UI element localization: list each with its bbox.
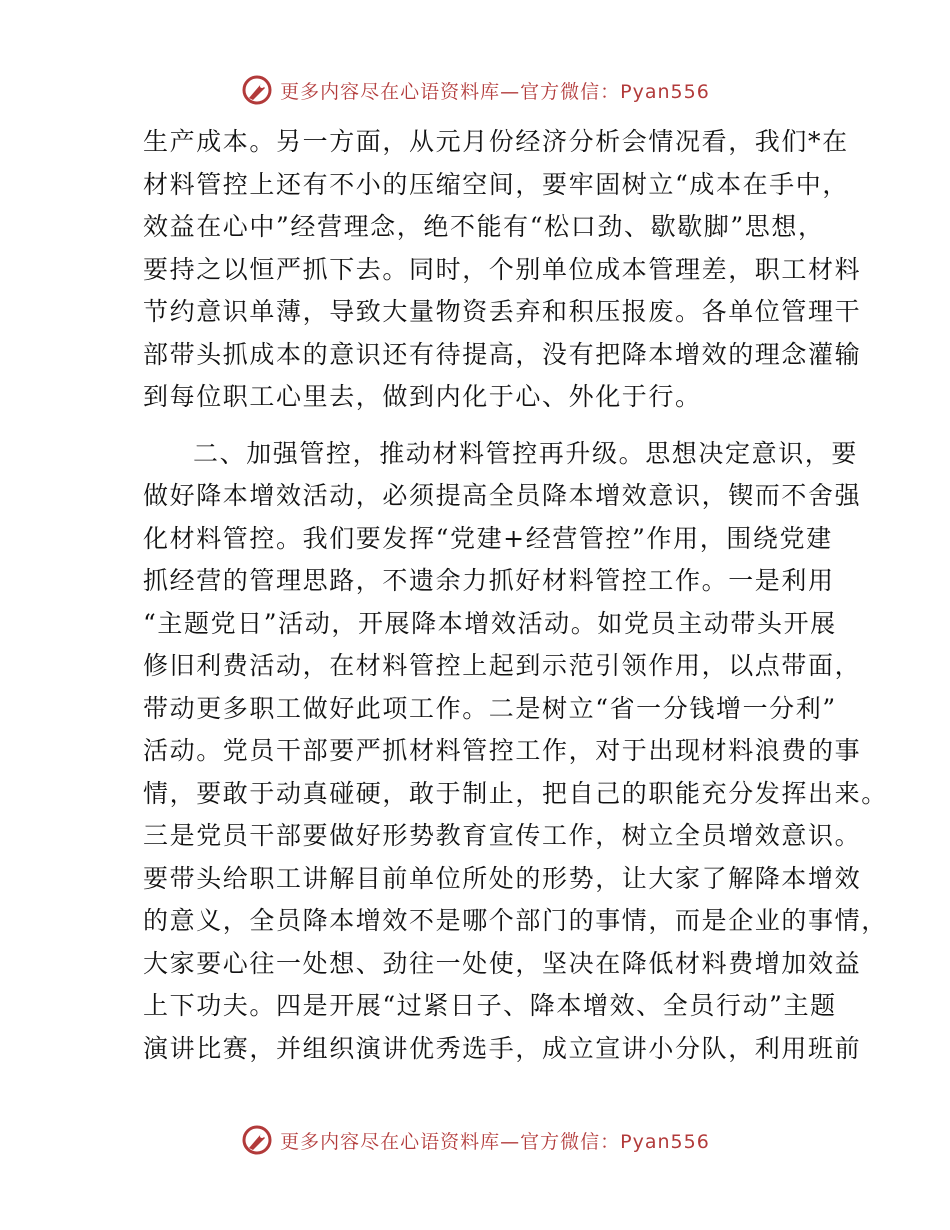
footer-banner [0, 1120, 950, 1160]
paragraph-2-line: 的意义，全员降本增效不是哪个部门的事情，而是企业的事情， [143, 906, 888, 935]
paragraph-2-line: 大家要心往一处想、劲往一处使，坚决在降低材料费增加效益 [143, 948, 862, 978]
header-banner [0, 70, 950, 110]
paragraph-2-line: 抓经营的管理思路，不遗余力抓好材料管控工作。一是利用 [143, 566, 835, 595]
paragraph-1-line: 部带头抓成本的意识还有待提高，没有把降本增效的理念灌输 [143, 339, 862, 369]
paragraph-2-line: 二、加强管控，推动材料管控再升级。思想决定意识，要 [193, 438, 859, 468]
paragraph-2-line: 带动更多职工做好此项工作。二是树立“省一分钱增一分利” [143, 693, 837, 723]
footer-banner-text: 更多内容尽在心语资料库—官方微信：Pyan556 [280, 1130, 710, 1153]
paragraph-gap [143, 419, 823, 433]
header-banner-text: 更多内容尽在心语资料库—官方微信：Pyan556 [280, 80, 710, 103]
paragraph-1-line: 要持之以恒严抓下去。同时，个别单位成本管理差，职工材料 [143, 254, 862, 284]
paragraph-2-line: 演讲比赛，并组织演讲优秀选手，成立宣讲小分队，利用班前 [143, 1033, 862, 1063]
paragraph-2-line: 活动。党员干部要严抓材料管控工作，对于出现材料浪费的事 [143, 736, 862, 765]
paragraph-2-line: 三是党员干部要做好形势教育宣传工作，树立全员增效意识。 [143, 821, 862, 850]
document-body [143, 121, 888, 1070]
paragraph-1-line: 材料管控上还有不小的压缩空间，要牢固树立“成本在手中， [143, 169, 849, 199]
paragraph-2-line: 情，要敢于动真碰硬，敢于制止，把自己的职能充分发挥出来。 [143, 778, 888, 808]
paragraph-1-line: 效益在心中”经营理念，绝不能有“松口劲、歇歇脚”思想， [143, 212, 825, 241]
paragraph-1-line: 到每位职工心里去，做到内化于心、外化于行。 [143, 382, 702, 411]
paragraph-1-line: 节约意识单薄，导致大量物资丢弃和积压报废。各单位管理干 [143, 297, 862, 326]
pen-nib-logo-icon [240, 73, 274, 107]
paragraph-2-line: “主题党日”活动，开展降本增效活动。如党员主动带头开展 [143, 608, 837, 638]
paragraph-2-line: 修旧利费活动，在材料管控上起到示范引领作用，以点带面， [143, 651, 862, 680]
paragraph-2-line: 化材料管控。我们要发挥“党建+经营管控”作用，围绕党建 [143, 523, 833, 553]
paragraph-2-line: 要带头给职工讲解目前单位所处的形势，让大家了解降本增效 [143, 863, 862, 893]
paragraph-2-line: 上下功夫。四是开展“过紧日子、降本增效、全员行动”主题 [143, 991, 837, 1020]
pen-nib-logo-icon [240, 1123, 274, 1157]
paragraph-1-line: 生产成本。另一方面，从元月份经济分析会情况看，我们*在 [143, 127, 849, 156]
paragraph-2-line: 做好降本增效活动，必须提高全员降本增效意识，锲而不舍强 [143, 481, 862, 510]
